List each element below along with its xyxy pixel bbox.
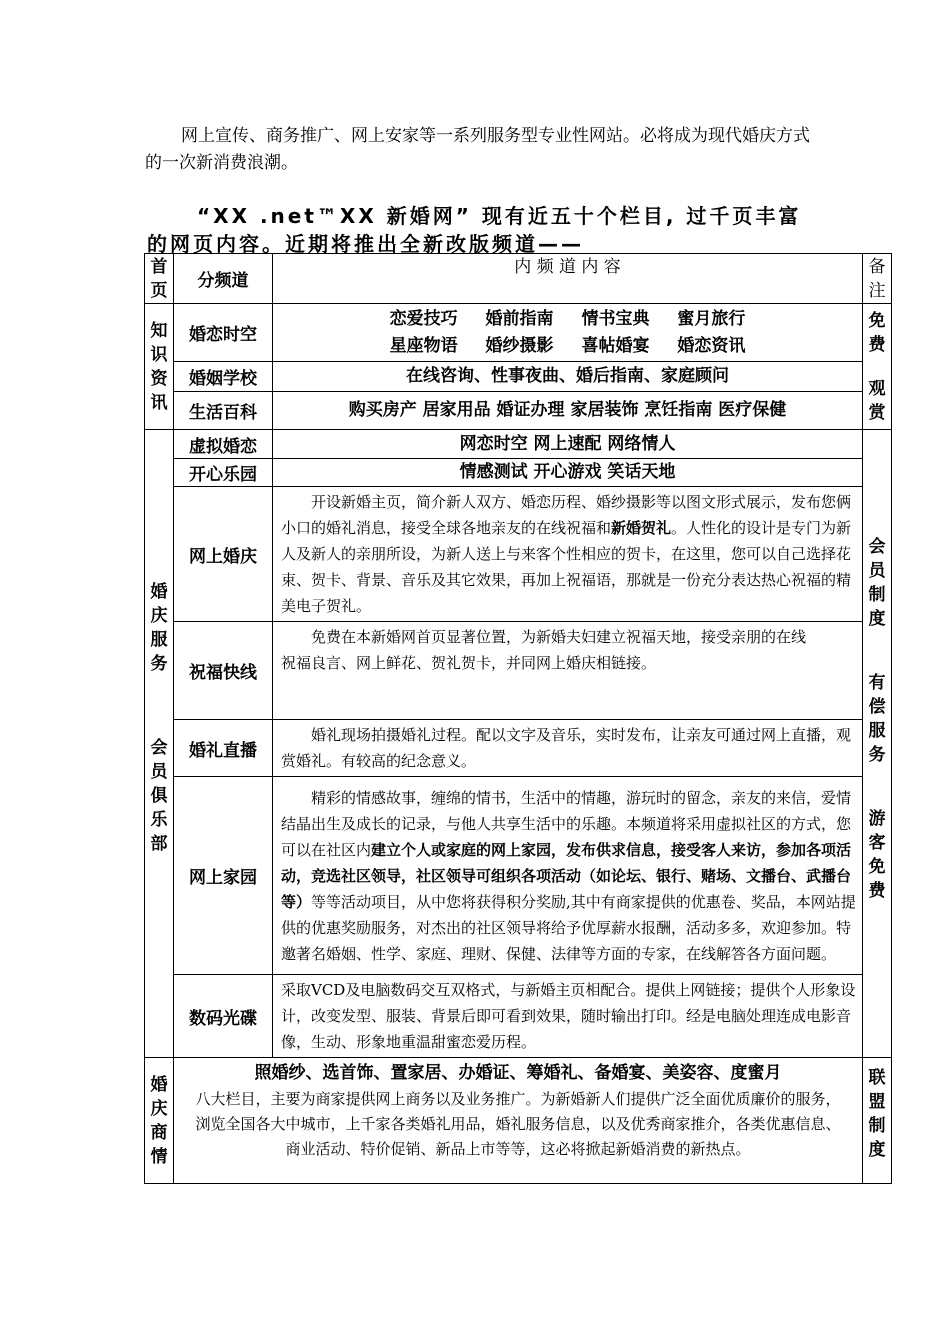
note-membership: 会 员 制 度 有 偿 服 务 游 客 免 费 [863,430,892,1058]
subchannel-name: 数码光碟 [174,975,273,1058]
channel-content: 恋爱技巧 婚前指南 情书宝典 蜜月旅行 星座物语 婚纱摄影 喜帖婚宴 婚恋资讯 [273,304,863,362]
channel-content: 免费在本新婚网首页显著位置，为新婚夫妇建立祝福天地，接受亲朋的在线祝福良言、网上鲜花、贺礼贺卡，并同网上婚庆相链接。 [273,622,863,720]
table-row [145,1058,892,1184]
business-title: 照婚纱、选首饰、置家居、办婚证、筹婚礼、备婚宴、美姿容、度蜜月 [254,1063,782,1083]
group-label-business: 婚 庆 商 情 [145,1058,174,1184]
table-row [145,975,892,1058]
header-note: 备 注 [863,254,892,304]
channel-content: 在线咨询、性事夜曲、婚后指南、家庭顾问 [273,362,863,392]
table-row [145,430,892,459]
table-row [145,777,892,975]
channel-content: 婚礼现场拍摄婚礼过程。配以文字及音乐，实时发布，让亲友可通过网上直播，观赏婚礼。有较高的纪念意义。 [273,720,863,777]
channel-content: 采取VCD及电脑数码交互双格式，与新婚主页相配合。提供上网链接；提供个人形象设计，改变发型、服装、背景后即可看到效果，随时输出打印。经是电脑处理连成电影音像，生动、形象地重温甜蜜恋爱历程。 [273,975,863,1058]
business-content [174,1058,863,1184]
headline-line-1: “XX .net™XX 新婚网” 现有近五十个栏目, 过千页丰富 [197,204,802,228]
headline [147,202,827,258]
channel-content: 购买房产 居家用品 婚证办理 家居装饰 烹饪指南 医疗保健 [273,392,863,430]
channel-content: 网恋时空 网上速配 网络情人 [273,430,863,459]
subchannel-name: 生活百科 [174,392,273,430]
table-row [145,720,892,777]
subchannel-name: 祝福快线 [174,622,273,720]
business-description: 八大栏目，主要为商家提供网上商务以及业务推广。为新婚新人们提供广泛全面优质廉价的服务，浏览全国各大中城市，上千家各类婚礼用品，婚礼服务信息，以及优秀商家推介，各类优惠信息、商业活动、特价促销、新品上市等等，这必将掀起新婚消费的新热点。 [195,1090,841,1158]
table-header-row [145,254,892,304]
note-free-view: 免 费 观 赏 [863,304,892,430]
subchannel-name: 网上婚庆 [174,487,273,622]
table-row [145,362,892,392]
subchannel-name: 婚礼直播 [174,720,273,777]
group-label-knowledge: 知 识 资 讯 [145,304,174,430]
header-home: 首 页 [145,254,174,304]
table-row [145,622,892,720]
table-row [145,304,892,362]
headline-line-2: 的网页内容。近期将推出全新改版频道—— [147,232,584,256]
subchannel-name: 开心乐园 [174,459,273,487]
intro-paragraph: 网上宣传、商务推广、网上安家等一系列服务型专业性网站。必将成为现代婚庆方式的一次新消费浪潮。 [145,126,810,173]
table-row [145,487,892,622]
subchannel-name: 虚拟婚恋 [174,430,273,459]
note-alliance: 联 盟 制 度 [863,1058,892,1184]
channel-content: 开设新婚主页，简介新人双方、婚恋历程、婚纱摄影等以图文形式展示，发布您俩小口的婚礼消息，接受全球各地亲友的在线祝福和新婚贺礼。人性化的设计是专门为新人及新人的亲朋所设，为新人送上与来客个性相应的贺卡，在这里，您可以自己选择花束、贺卡、背景、音乐及其它效果，再加上祝福语，那就是一份充分表达热心祝福的精美电子贺礼。 [273,487,863,622]
table-row [145,459,892,487]
table-row [145,392,892,430]
subchannel-name: 婚恋时空 [174,304,273,362]
subchannel-name: 婚姻学校 [174,362,273,392]
group-label-wedding-service: 婚 庆 服 务 会 员 俱 乐 部 [145,430,174,1058]
header-subchannel: 分频道 [174,254,273,304]
channel-content: 精彩的情感故事，缠绵的情书，生活中的情趣，游玩时的留念，亲友的来信，爱情结晶出生及成长的记录，与他人共享生活中的乐趣。本频道将采用虚拟社区的方式，您可以在社区内建立个人或家庭的网上家园，发布供求信息，接受客人来访，参加各项活动，竞选社区领导，社区领导可组织各项活动（如论坛、银行、赌场、文播台、武播台等）等等活动项目，从中您将获得积分奖励,其中有商家提供的优惠卷、奖品，本网站提供的优惠奖励服务，对杰出的社区领导将给予优厚薪水报酬，活动多多，欢迎参加。特邀著名婚姻、性学、家庭、理财、保健、法律等方面的专家，在线解答各方面问题。 [273,777,863,975]
subchannel-name: 网上家园 [174,777,273,975]
channel-content: 情感测试 开心游戏 笑话天地 [273,459,863,487]
channel-table [144,253,892,1184]
header-content: 内 频 道 内 容 [273,254,863,304]
